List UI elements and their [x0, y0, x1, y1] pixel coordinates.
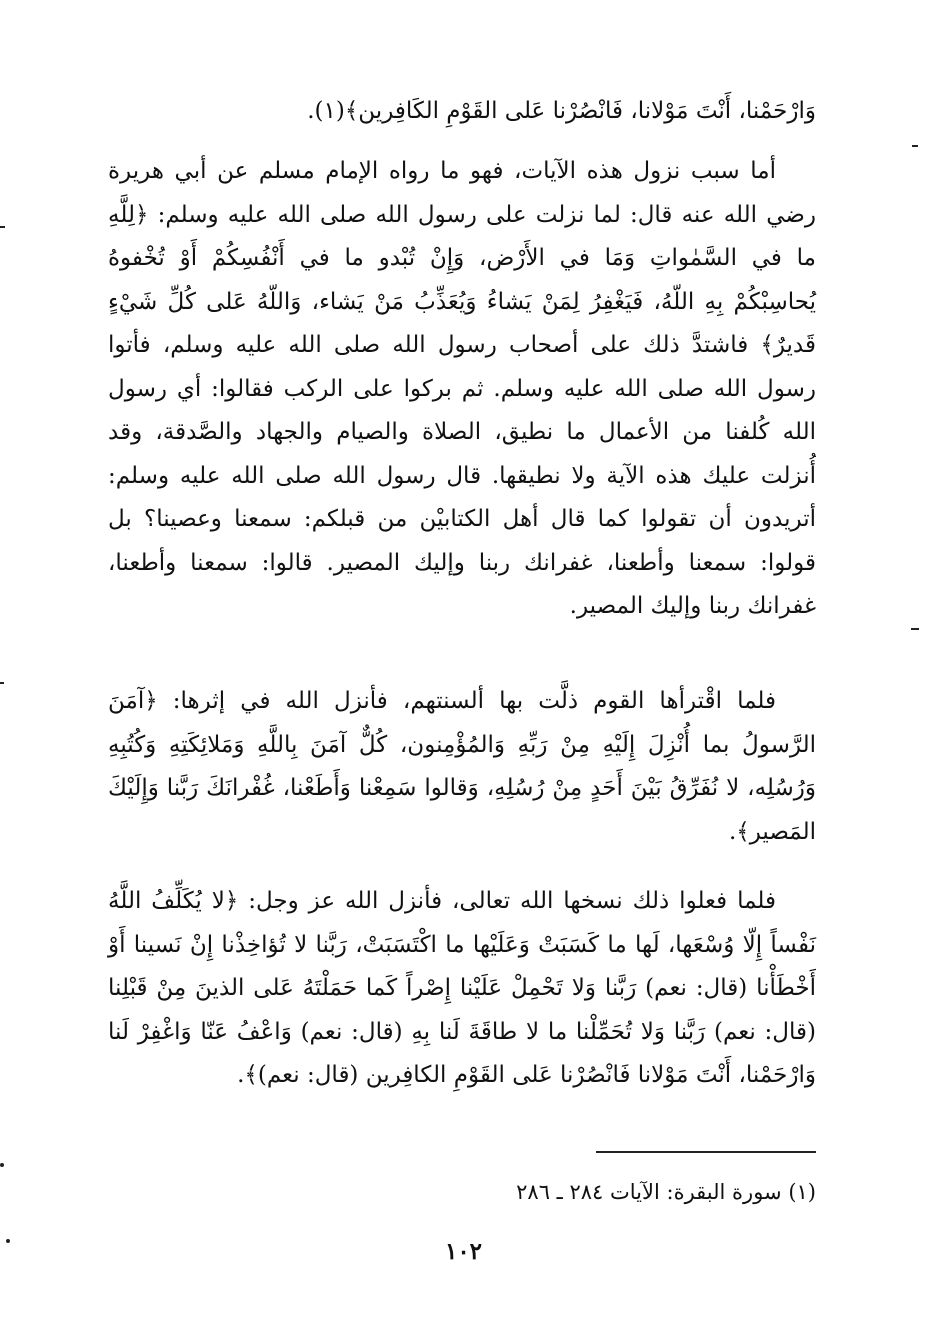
paragraph-abrogation: [108, 880, 816, 1098]
paragraph-text: فلما اقْترأها القوم ذلَّت بها ألسنتهم، فأنزل الله في إثرها: ﴿آمَنَ الرَّسولُ بما أُنْزِلَ إِلَيْهِ مِنْ رَبِّهِ وَالمُؤْمِنون، كُلٌّ آمَنَ بِاللَّهِ وَمَلائِكَتِهِ وَكُتُبِهِ وَرُسُلِه، لا نُفَرِّقُ بَيْنَ أَحَدٍ مِنْ رُسُلِهِ، وَقالوا سَمِعْنا وَأَطَعْنا، غُفْرانَكَ رَبَّنا وَإِلَيْكَ المَصير﴾.: [108, 688, 816, 845]
page-number: ١٠٢: [444, 1238, 483, 1265]
scan-mark: [911, 628, 919, 630]
paragraph-revelation-cause: [108, 150, 816, 629]
paragraph-text: أما سبب نزول هذه الآيات، فهو ما رواه الإمام مسلم عن أبي هريرة رضي الله عنه قال: لما نزلت على رسول الله صلى الله عليه وسلم: ﴿لِلَّهِ ما في السَّمٰواتِ وَمَا في الأَرْض، وَإِنْ تُبْدو ما في أَنْفُسِكُمْ أَوْ تُخْفوهُ يُحاسِبْكُمْ بِهِ اللّهُ، فَيَغْفِرُ لِمَنْ يَشاءُ وَيُعَذِّبُ مَنْ يَشاء، وَاللّهُ عَلى كُلِّ شَيْءٍ قَديرٌ﴾ فاشتدَّ ذلك على أصحاب رسول الله صلى الله عليه وسلم، فأتوا رسول الله صلى الله عليه وسلم. ثم بركوا على الركب فقالوا: أي رسول الله كُلفنا من الأعمال ما نطيق، الصلاة والصيام والجهاد والصَّدقة، وقد أُنزلت عليك هذه الآية ولا نطيقها. قال رسول الله صلى الله عليه وسلم: أتريدون أن تقولوا كما قال أهل الكتابيْن من قبلكم: سمعنا وعصينا؟ بل قولوا: سمعنا وأطعنا، غفرانك ربنا وإليك المصير. قالوا: سمعنا وأطعنا، غفرانك ربنا وإليك المصير.: [108, 158, 816, 619]
scan-mark: [0, 1163, 4, 1167]
scan-mark: [0, 682, 4, 684]
scan-mark: [912, 145, 918, 147]
scan-mark: [6, 1239, 10, 1243]
paragraph-verse-ending: [108, 90, 816, 134]
scan-mark: [0, 226, 5, 228]
paragraph-text: وَارْحَمْنا، أَنْتَ مَوْلانا، فَانْصُرْنا عَلى القَوْمِ الكَافِرين﴾(١).: [307, 98, 816, 124]
footnote: (١) سورة البقرة: الآيات ٢٨٤ ـ ٢٨٦: [516, 1180, 816, 1204]
paragraph-text: فلما فعلوا ذلك نسخها الله تعالى، فأنزل الله عز وجل: ﴿لا يُكَلِّفُ اللَّهُ نَفْساً إِلّا وُسْعَها، لَها ما كَسَبَتْ وَعَلَيْها ما اكْتَسَبَتْ، رَبَّنا لا تُؤاخِذْنا إِنْ نَسينا أَوْ أَخْطَأْنا (قال: نعم) رَبَّنا وَلا تَحْمِلْ عَلَيْنا إِصْراً كَما حَمَلْتَهُ عَلى الذينَ مِنْ قَبْلِنا (قال: نعم) رَبَّنا وَلا تُحَمِّلْنا ما لا طاقَةَ لَنا بِهِ (قال: نعم) وَاعْفُ عَنّا وَاغْفِرْ لَنا وَارْحَمْنا، أَنْتَ مَوْلانا فَانْصُرْنا عَلى القَوْمِ الكافِرين (قال: نعم)﴾.: [108, 888, 816, 1088]
paragraph-amana-rasul: [108, 680, 816, 854]
footnote-divider: [596, 1151, 816, 1153]
